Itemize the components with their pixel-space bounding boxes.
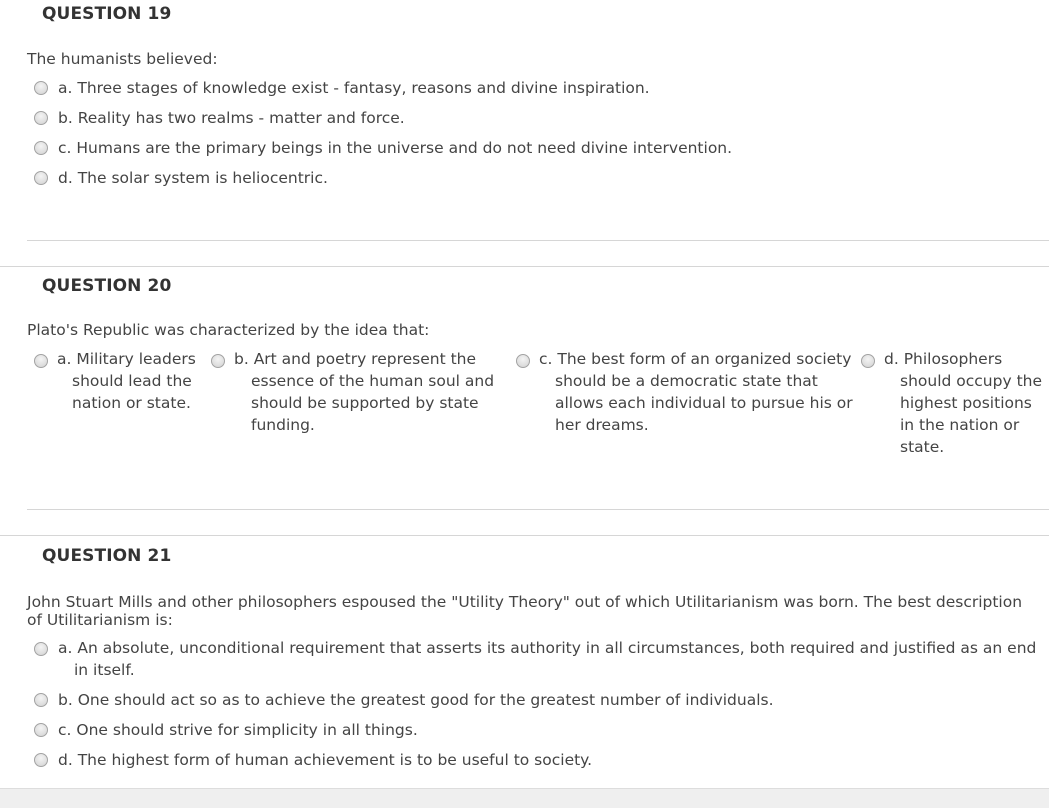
radio-button[interactable] xyxy=(34,171,48,185)
option-label: a. An absolute, unconditional requirement that asserts its authority in all circumstances, both required and justified as an end in itself. xyxy=(58,639,1037,679)
question-19-option-d[interactable] xyxy=(34,167,328,189)
option-label: a. Military leaders should lead the nation or state. xyxy=(57,350,196,412)
question-20-option-d[interactable] xyxy=(861,348,1049,458)
question-19-prompt: The humanists believed: xyxy=(27,50,218,68)
option-label: d. Philosophers should occupy the highest positions in the nation or state. xyxy=(884,350,1043,456)
radio-button[interactable] xyxy=(34,111,48,125)
question-21-option-a[interactable] xyxy=(34,637,1049,681)
question-19-option-c[interactable] xyxy=(34,137,732,159)
question-20-option-c[interactable] xyxy=(516,348,857,436)
radio-button[interactable] xyxy=(34,141,48,155)
question-20-title: QUESTION 20 xyxy=(42,276,172,296)
option-label: b. One should act so as to achieve the greatest good for the greatest number of individuals. xyxy=(58,691,774,709)
question-20-option-b[interactable] xyxy=(211,348,513,436)
question-21-option-b[interactable] xyxy=(34,689,774,711)
option-label: b. Art and poetry represent the essence of the human soul and should be supported by state funding. xyxy=(234,350,495,434)
radio-button[interactable] xyxy=(34,642,48,656)
option-label: c. Humans are the primary beings in the universe and do not need divine intervention. xyxy=(58,139,733,157)
question-19-option-b[interactable] xyxy=(34,107,405,129)
question-21-option-d[interactable] xyxy=(34,749,592,771)
divider xyxy=(27,240,1049,241)
radio-button[interactable] xyxy=(34,723,48,737)
question-21-title: QUESTION 21 xyxy=(42,546,172,566)
option-label: b. Reality has two realms - matter and force. xyxy=(58,109,405,127)
option-label: c. The best form of an organized society should be a democratic state that allows each individual to pursue his or her dreams. xyxy=(539,350,853,434)
radio-button[interactable] xyxy=(34,693,48,707)
radio-button[interactable] xyxy=(861,354,875,368)
divider xyxy=(27,509,1049,510)
radio-button[interactable] xyxy=(211,354,225,368)
option-label: d. The solar system is heliocentric. xyxy=(58,169,328,187)
option-label: a. Three stages of knowledge exist - fantasy, reasons and divine inspiration. xyxy=(58,79,650,97)
option-label: d. The highest form of human achievement is to be useful to society. xyxy=(58,751,593,769)
radio-button[interactable] xyxy=(516,354,530,368)
divider xyxy=(0,266,1049,267)
option-label: c. One should strive for simplicity in all things. xyxy=(58,721,418,739)
page-footer-bar xyxy=(0,788,1049,808)
question-21-prompt: John Stuart Mills and other philosophers espoused the "Utility Theory" out of which Utilitarianism was born. The best description of Utilitarianism is: xyxy=(27,593,1023,629)
radio-button[interactable] xyxy=(34,753,48,767)
question-19-option-a[interactable] xyxy=(34,77,650,99)
radio-button[interactable] xyxy=(34,354,48,368)
question-21-option-c[interactable] xyxy=(34,719,418,741)
question-20-prompt: Plato's Republic was characterized by the idea that: xyxy=(27,321,430,339)
question-20-option-a[interactable] xyxy=(34,348,212,414)
question-19-title: QUESTION 19 xyxy=(42,4,172,24)
radio-button[interactable] xyxy=(34,81,48,95)
divider xyxy=(0,535,1049,536)
